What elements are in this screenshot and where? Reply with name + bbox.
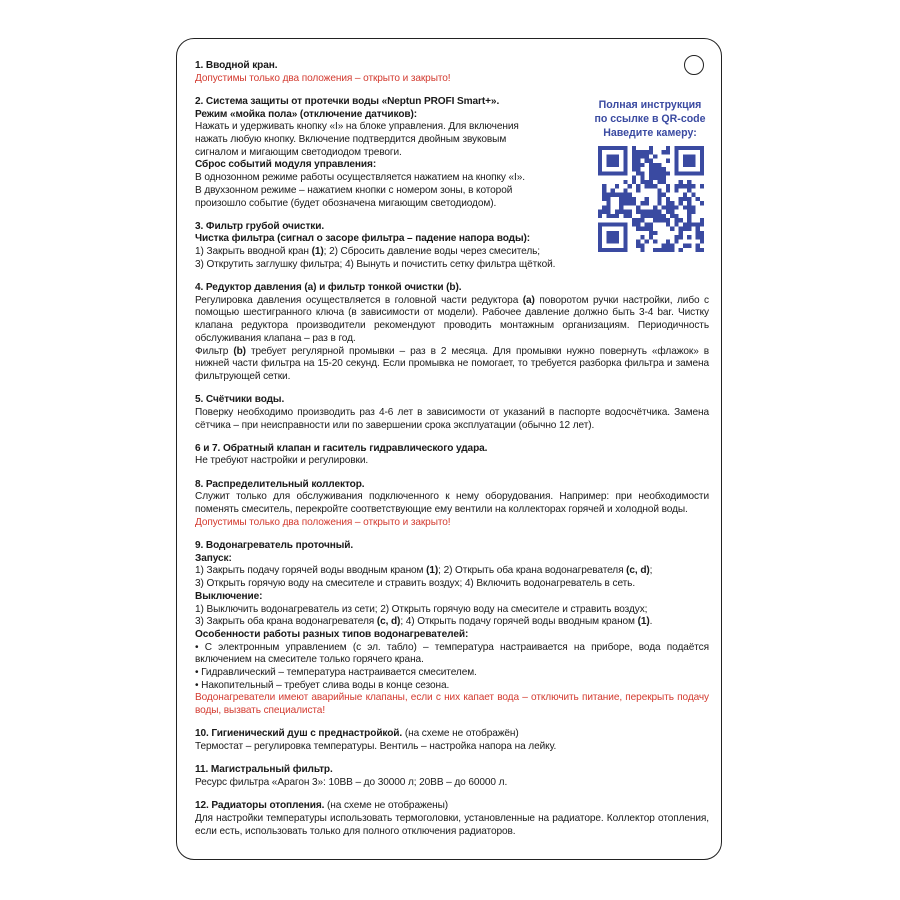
- paragraph: Поверку необходимо производить раз 4-6 лет в зависимости от указаний в паспорте водосчётчика. Замена сётчика – при неисправности или по завершении срока эксплуатации (обычно 12 лет).: [195, 406, 709, 431]
- bullet-item: • Гидравлический – температура настраивается смесителем.: [195, 667, 477, 679]
- subsection-title: Запуск:: [195, 552, 232, 564]
- text-run: ; 2) Открыть оба крана водонагревателя: [438, 565, 627, 577]
- subsection-title: Особенности работы разных типов водонагревателей:: [195, 628, 469, 640]
- warning-note: Допустимы только два положения – открыто и закрыто!: [195, 516, 451, 528]
- section-9: [195, 540, 709, 718]
- text-line: В однозонном режиме работы осуществляется нажатием на кнопку «I».: [195, 172, 525, 184]
- section-title: 6 и 7. Обратный клапан и гаситель гидравлического удара.: [195, 442, 488, 454]
- section-title: 5. Счётчики воды.: [195, 394, 285, 406]
- subsection-title: Чистка фильтра (сигнал о засоре фильтра – падение напора воды):: [195, 233, 531, 245]
- subsection-title: Сброс событий модуля управления:: [195, 159, 377, 171]
- section-title: 12. Радиаторы отопления.: [195, 800, 325, 812]
- text-run: Фильтр: [195, 345, 234, 357]
- section-title: 10. Гигиенический душ с преднастройкой.: [195, 728, 403, 740]
- text-line: [195, 616, 709, 629]
- section-11: [195, 764, 709, 789]
- section-1: [195, 60, 709, 85]
- ref-label: (c, d): [376, 616, 401, 628]
- section-title: 1. Вводной кран.: [195, 60, 278, 71]
- paragraph: [195, 295, 709, 346]
- paragraph: [195, 346, 709, 384]
- text-run: Регулировка давления осуществляется в головной части редуктора: [195, 294, 523, 306]
- warning-note: Допустимы только два положения – открыто и закрыто!: [195, 72, 451, 84]
- text-line: 1) Выключить водонагреватель из сети; 2) Открыть горячую воду на смесителе и стравить воздух;: [195, 603, 648, 615]
- text-run: требует регулярной промывки – раз в 2 месяца. Для промывки нужно повернуть «флажок» в нижней части фильтра на 15-20 секунд. Если промывка не помогает, то требуется разборка фильтра и замена фильтрующей сетки.: [195, 345, 709, 382]
- subsection-title: Режим «мойка пола» (отключение датчиков):: [195, 108, 418, 120]
- text-run: 1) Закрыть вводной кран: [195, 246, 312, 258]
- section-12: [195, 800, 709, 838]
- warning-note: Водонагреватели имеют аварийные клапаны, если с них капает вода – отключить питание, перекрыть подачу воды, вызвать специалиста!: [195, 692, 709, 717]
- text-line: 3) Открыть горячую воду на смесителе и стравить воздух; 4) Включить водонагреватель в сеть.: [195, 578, 636, 590]
- text-line: произошло событие (будет обозначена мигающим светодиодом).: [195, 197, 497, 209]
- ref-label: (а): [522, 294, 535, 306]
- ref-label: (1): [426, 565, 439, 577]
- bullet-item: • С электронным управлением (с эл. табло) – температура настраивается на приборе, вода подаётся включением на смесителе только горячего крана.: [195, 641, 709, 666]
- ref-label: (1): [311, 246, 324, 258]
- paragraph: Термостат – регулировка температуры. Вентиль – настройка напора на лейку.: [195, 741, 557, 753]
- text-run: 1) Закрыть подачу горячей воды вводным краном: [195, 565, 427, 577]
- qr-caption-line-1: Полная инструкция: [598, 99, 702, 111]
- text-line: [195, 246, 570, 259]
- text-run: ;: [649, 565, 653, 577]
- qr-caption-line-3: Наведите камеру:: [603, 127, 697, 139]
- text-run: .: [649, 616, 653, 628]
- bullet-item: • Накопительный – требует слива воды в конце сезона.: [195, 679, 450, 691]
- paragraph: Не требуют настройки и регулировки.: [195, 455, 369, 467]
- section-heading: [195, 728, 709, 741]
- section-title: 11. Магистральный фильтр.: [195, 764, 333, 776]
- instruction-text: [195, 60, 709, 849]
- section-6-7: [195, 443, 709, 468]
- ref-label: (1): [637, 616, 650, 628]
- text-run: ; 2) Сбросить давление воды через смеситель;: [323, 246, 541, 258]
- section-5: [195, 394, 709, 432]
- section-title: 8. Распределительный коллектор.: [195, 478, 365, 490]
- section-10: [195, 728, 709, 753]
- section-title: 2. Система защиты от протечки воды «Neptun PROFI Smart+».: [195, 95, 500, 107]
- text-line: сигналом и мигающим светодиодом тревоги.: [195, 146, 402, 158]
- text-line: нажать любую кнопку. Включение подтвердится двойным звуковым: [195, 134, 507, 146]
- paragraph: Ресурс фильтра «Арагон 3»: 10ВВ – до 30000 л; 20ВВ – до 60000 л.: [195, 776, 508, 788]
- section-8: [195, 479, 709, 530]
- section-aside: (на схеме не отображён): [402, 728, 519, 740]
- text-run: 3) Закрыть оба крана водонагревателя: [195, 616, 377, 628]
- section-3: [195, 221, 709, 272]
- text-run: ; 4) Открыть подачу горячей воды вводным краном: [400, 616, 638, 628]
- section-heading: [195, 800, 709, 813]
- text-line: В двухзонном режиме – нажатием кнопки с номером зоны, в которой: [195, 184, 513, 196]
- text-line: Нажать и удерживать кнопку «I» на блоке управления. Для включения: [195, 121, 519, 133]
- section-aside: (на схеме не отображены): [324, 800, 449, 812]
- qr-caption-line-2: по ссылке в QR-code: [594, 113, 706, 125]
- paragraph: Служит только для обслуживания подключенного к нему оборудования. Например: при необходимости поменять смеситель, перекройте соответствующие ему вентили на коллекторах горячей и холодной воды.: [195, 491, 709, 516]
- section-title: 4. Редуктор давления (а) и фильтр тонкой очистки (b).: [195, 282, 462, 294]
- text-line: 3) Открутить заглушку фильтра; 4) Вынуть и почистить сетку фильтра щёткой.: [195, 258, 556, 270]
- text-run: поворотом ручки настройки, либо с помощью шестигранного ключа (в зависимости от модели). Рабочее давление должно быть 3-4 bar. Чистку клапана редуктора производители рекомендуют проводить монтажным организациям. Периодичность обслуживания клапана – раз в год.: [195, 294, 710, 344]
- section-4: [195, 282, 709, 384]
- subsection-title: Выключение:: [195, 590, 263, 602]
- paragraph: Для настройки температуры использовать термоголовки, установленные на радиаторе. Коллектор отопления, если есть, использовать только для полного отключения радиаторов.: [195, 812, 709, 837]
- section-title: 3. Фильтр грубой очистки.: [195, 220, 325, 232]
- text-line: [195, 565, 709, 578]
- ref-label: (c, d): [626, 565, 650, 577]
- section-title: 9. Водонагреватель проточный.: [195, 540, 354, 551]
- section-2: [195, 96, 709, 210]
- ref-label: (b): [233, 345, 246, 357]
